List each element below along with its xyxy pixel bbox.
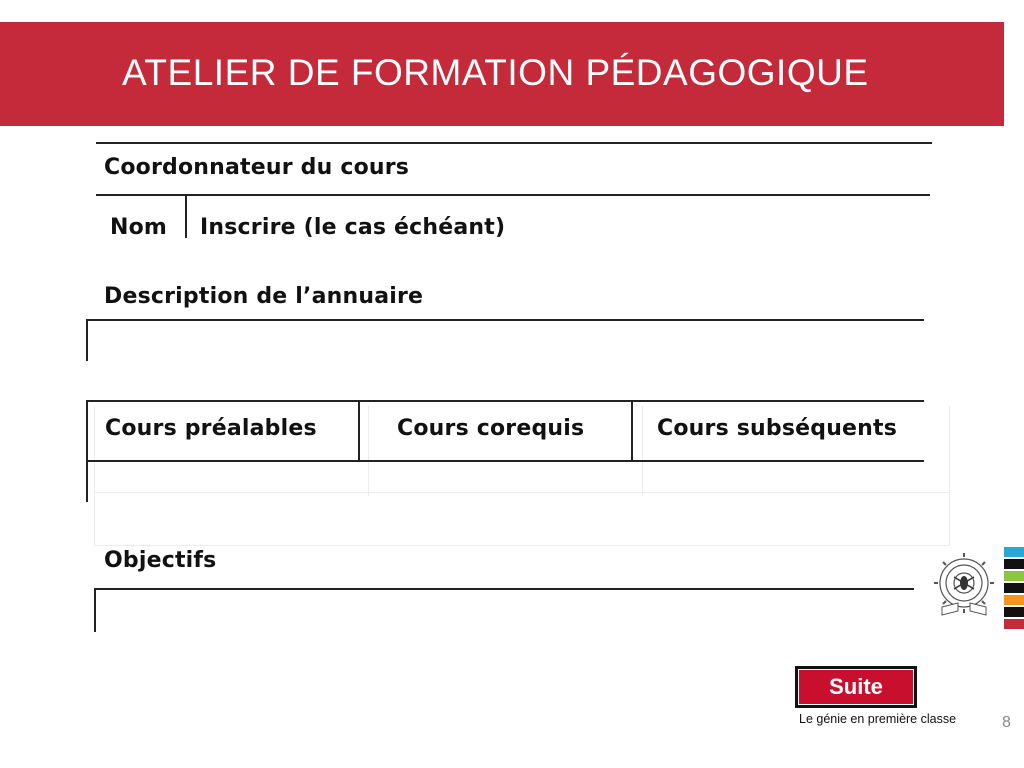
divider	[86, 319, 924, 321]
divider	[94, 492, 950, 493]
divider	[185, 196, 187, 238]
suite-button-label: Suite	[798, 669, 914, 705]
divider	[86, 460, 924, 462]
color-stripe	[1004, 595, 1024, 605]
color-stripe	[1004, 619, 1024, 629]
coordinator-label: Coordonnateur du cours	[104, 155, 410, 180]
name-label: Nom	[110, 215, 168, 240]
divider	[642, 406, 643, 496]
divider	[96, 194, 930, 196]
color-stripe	[1004, 607, 1024, 617]
page-number: 8	[1002, 714, 1011, 731]
color-stripe	[1004, 583, 1024, 593]
footer-tagline: Le génie en première classe	[799, 712, 957, 726]
objectives-label: Objectifs	[104, 548, 217, 573]
divider	[94, 588, 914, 590]
subsequent-header: Cours subséquents	[657, 416, 898, 441]
color-stripe	[1004, 571, 1024, 581]
divider	[94, 588, 96, 632]
prerequisites-header: Cours préalables	[105, 416, 317, 441]
divider	[631, 400, 633, 462]
divider	[368, 406, 369, 496]
corequisites-header: Cours corequis	[397, 416, 585, 441]
register-field-label[interactable]: Inscrire (le cas échéant)	[200, 215, 506, 240]
divider	[86, 400, 924, 402]
school-seal-icon	[928, 551, 1000, 623]
color-stripe	[1004, 547, 1024, 557]
divider	[86, 319, 88, 361]
color-stripe	[1004, 559, 1024, 569]
divider	[86, 400, 88, 502]
divider	[358, 400, 360, 462]
page-title: ATELIER DE FORMATION PÉDAGOGIQUE	[122, 52, 869, 93]
divider	[96, 142, 932, 144]
description-label: Description de l’annuaire	[104, 284, 424, 309]
suite-button[interactable]	[795, 666, 917, 708]
